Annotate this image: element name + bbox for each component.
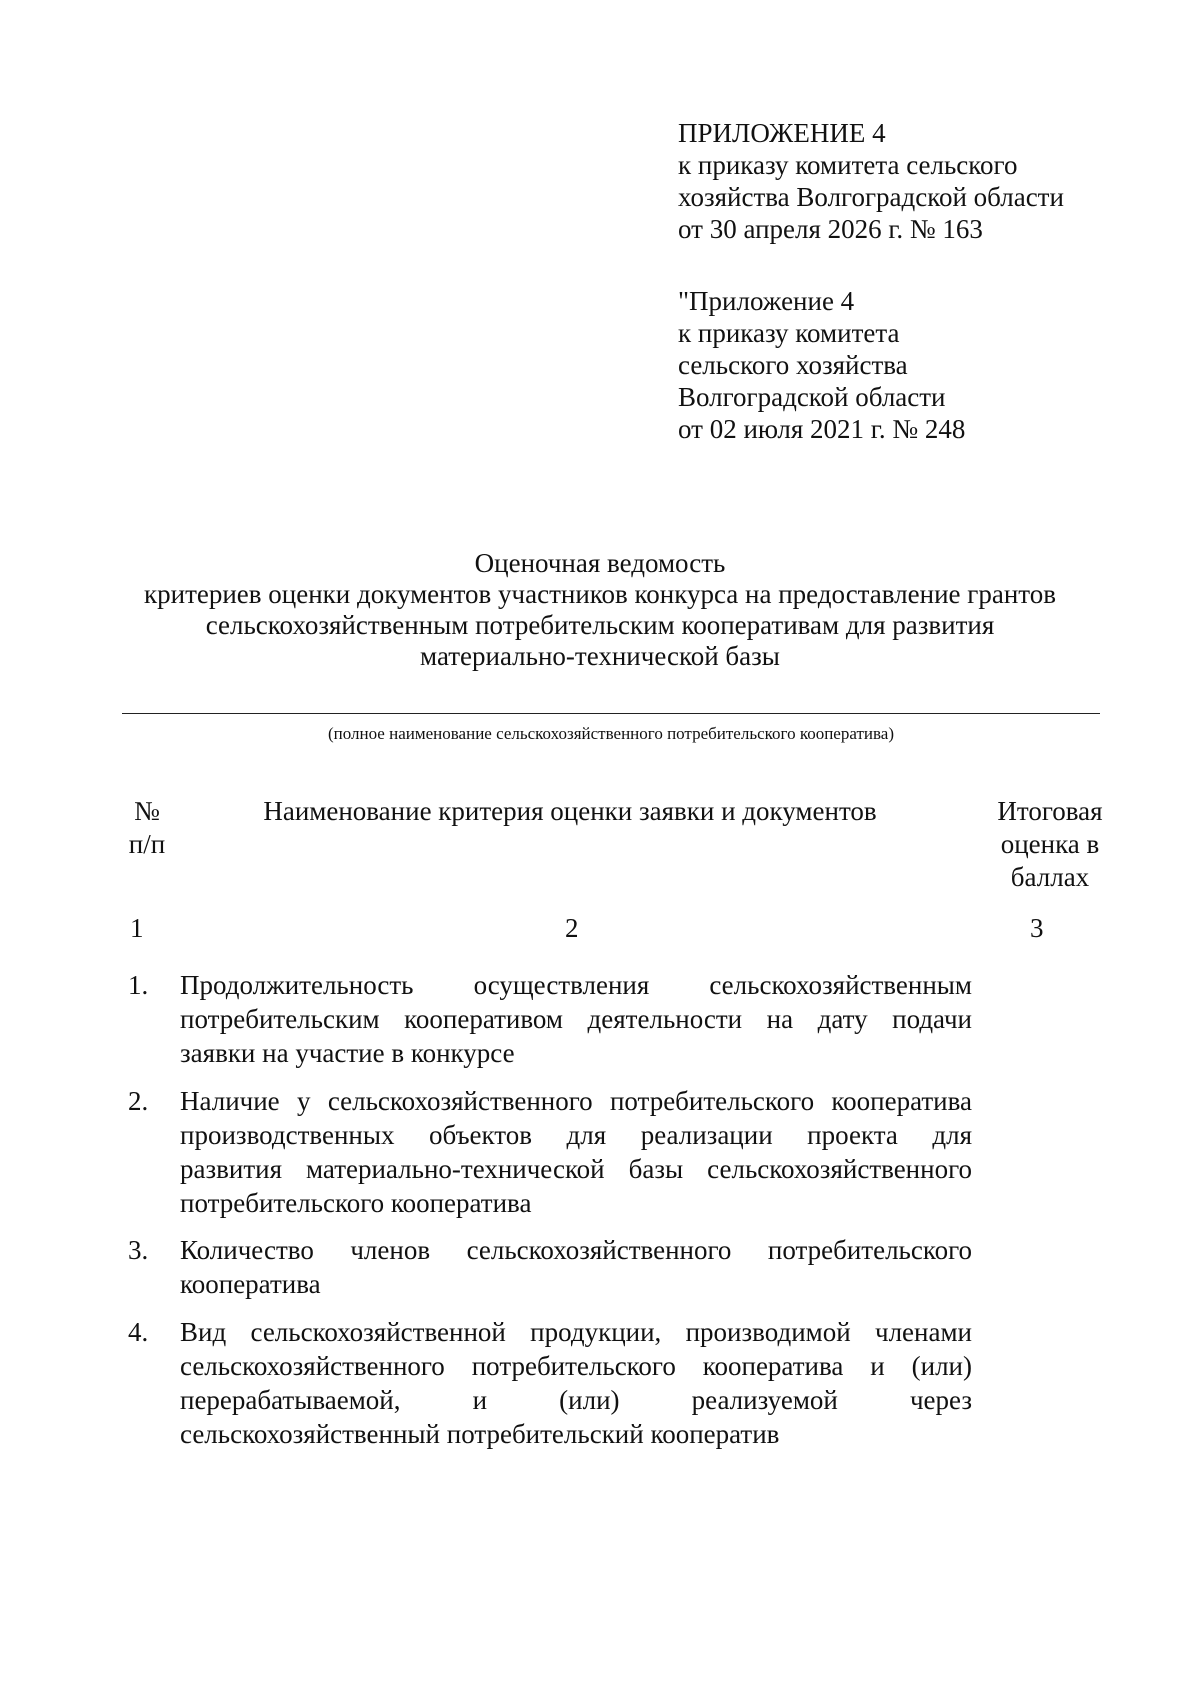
criterion-line: Вид сельскохозяйственной продукции, производимой членами (180, 1317, 972, 1347)
header-number (122, 795, 172, 861)
header-score-line: баллах (1010, 862, 1090, 892)
criterion-line: сельскохозяйственный потребительский кооператив (180, 1419, 780, 1449)
header-score-line: Итоговая (997, 796, 1103, 826)
header-score-line: оценка в (1000, 829, 1100, 859)
criterion-line: потребительским кооперативом деятельности на дату подачи (180, 1004, 972, 1034)
header-score (975, 795, 1125, 894)
title-line: сельскохозяйственным потребительским кооперативам для развития (205, 610, 995, 640)
appendix-date: от 30 апреля 2026 г. № 163 (678, 214, 983, 244)
row-number: 1. (128, 970, 149, 1000)
row-number: 3. (128, 1235, 149, 1265)
row-number: 2. (128, 1086, 149, 1116)
row-number: 4. (128, 1317, 149, 1347)
appendix-date: от 02 июля 2021 г. № 248 (678, 414, 966, 444)
header-number-abbr: п/п (128, 829, 166, 859)
appendix-title: "Приложение 4 (678, 286, 855, 316)
criterion-line: перерабатываемой, и (или) реализуемой через (180, 1385, 972, 1415)
appendix-line: к приказу комитета сельского (678, 150, 1018, 180)
appendix-header-current (678, 117, 1064, 245)
document-title (100, 548, 1100, 672)
row-criterion (180, 1233, 972, 1301)
fill-in-line (122, 713, 1100, 714)
criterion-line: кооператива (180, 1269, 321, 1299)
column-number: 2 (565, 913, 579, 943)
row-criterion (180, 968, 972, 1070)
appendix-line: хозяйства Волгоградской области (678, 182, 1064, 212)
criterion-line: заявки на участие в конкурсе (180, 1038, 515, 1068)
criterion-line: производственных объектов для реализации проекта для (180, 1120, 972, 1150)
header-number-sign: № (134, 796, 160, 826)
fill-in-caption: (полное наименование сельскохозяйственного потребительского кооператива) (327, 724, 894, 743)
appendix-line: Волгоградской области (678, 382, 946, 412)
appendix-line: к приказу комитета (678, 318, 900, 348)
row-criterion (180, 1315, 972, 1451)
title-line: материально-технической базы (420, 641, 780, 671)
column-number: 1 (130, 913, 144, 943)
header-criterion-name: Наименование критерия оценки заявки и документов (263, 796, 877, 826)
criterion-line: Количество членов сельскохозяйственного потребительского (180, 1235, 972, 1265)
criterion-line: Наличие у сельскохозяйственного потребительского кооператива (180, 1086, 972, 1116)
criterion-line: развития материально-технической базы сельскохозяйственного (180, 1154, 972, 1184)
criterion-line: потребительского кооператива (180, 1188, 532, 1218)
criterion-line: Продолжительность осуществления сельскохозяйственным (180, 970, 972, 1000)
title-line: Оценочная ведомость (474, 548, 726, 578)
appendix-line: сельского хозяйства (678, 350, 908, 380)
appendix-title: ПРИЛОЖЕНИЕ 4 (678, 118, 886, 148)
title-line: критериев оценки документов участников конкурса на предоставление грантов (144, 579, 1056, 609)
appendix-header-original (678, 285, 965, 445)
column-number: 3 (1030, 913, 1044, 943)
row-criterion (180, 1084, 972, 1220)
criterion-line: сельскохозяйственного потребительского кооператива и (или) (180, 1351, 972, 1381)
